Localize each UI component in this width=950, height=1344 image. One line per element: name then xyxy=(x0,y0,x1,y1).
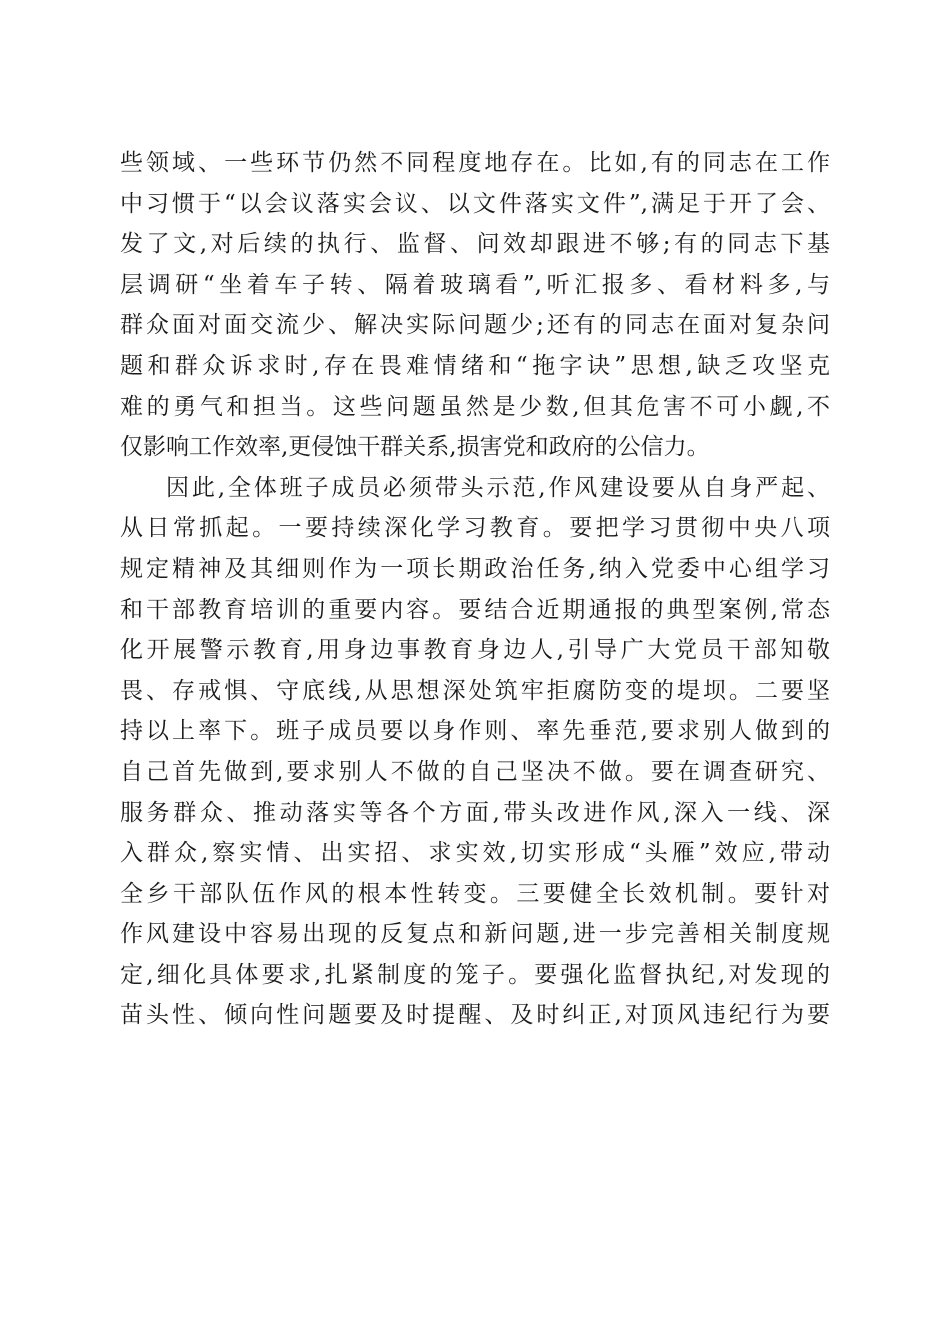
text-line: 群众面对面交流少、解决实际问题少;还有的同志在面对复杂问 xyxy=(120,312,830,339)
text-line: 层调研“坐着车子转、隔着玻璃看”,听汇报多、看材料多,与 xyxy=(120,271,830,298)
paragraph-last-line: 仅影响工作效率,更侵蚀干群关系,损害党和政府的公信力。 xyxy=(120,434,710,461)
text-line: 入群众,察实情、出实招、求实效,切实形成“头雁”效应,带动 xyxy=(120,840,830,867)
text-line: 苗头性、倾向性问题要及时提醒、及时纠正,对顶风违纪行为要 xyxy=(120,1002,830,1029)
text-line: 畏、存戒惧、守底线,从思想深处筑牢拒腐防变的堤坝。二要坚 xyxy=(120,677,830,704)
text-line: 和干部教育培训的重要内容。要结合近期通报的典型案例,常态 xyxy=(120,596,830,623)
text-line: 全乡干部队伍作风的根本性转变。三要健全长效机制。要针对 xyxy=(120,880,830,907)
text-line: 发了文,对后续的执行、监督、问效却跟进不够;有的同志下基 xyxy=(120,231,830,258)
paragraph-first-line: 因此,全体班子成员必须带头示范,作风建设要从自身严起、 xyxy=(166,474,830,501)
text-line: 从日常抓起。一要持续深化学习教育。要把学习贯彻中央八项 xyxy=(120,515,830,542)
text-line: 题和群众诉求时,存在畏难情绪和“拖字诀”思想,缺乏攻坚克 xyxy=(120,352,830,379)
text-line: 作风建设中容易出现的反复点和新问题,进一步完善相关制度规 xyxy=(120,921,830,948)
text-line: 服务群众、推动落实等各个方面,带头改进作风,深入一线、深 xyxy=(120,799,830,826)
text-line: 些领域、一些环节仍然不同程度地存在。比如,有的同志在工作 xyxy=(120,150,830,176)
body-text xyxy=(120,143,830,1036)
text-line: 持以上率下。班子成员要以身作则、率先垂范,要求别人做到的 xyxy=(120,718,830,745)
text-line: 定,细化具体要求,扎紧制度的笼子。要强化监督执纪,对发现的 xyxy=(120,961,830,988)
text-line: 中习惯于“以会议落实会议、以文件落实文件”,满足于开了会、 xyxy=(120,190,830,217)
text-line: 难的勇气和担当。这些问题虽然是少数,但其危害不可小觑,不 xyxy=(120,393,830,420)
text-line: 化开展警示教育,用身边事教育身边人,引导广大党员干部知敬 xyxy=(120,637,830,664)
text-line: 自己首先做到,要求别人不做的自己坚决不做。要在调查研究、 xyxy=(120,758,830,785)
text-line: 规定精神及其细则作为一项长期政治任务,纳入党委中心组学习 xyxy=(120,555,830,582)
